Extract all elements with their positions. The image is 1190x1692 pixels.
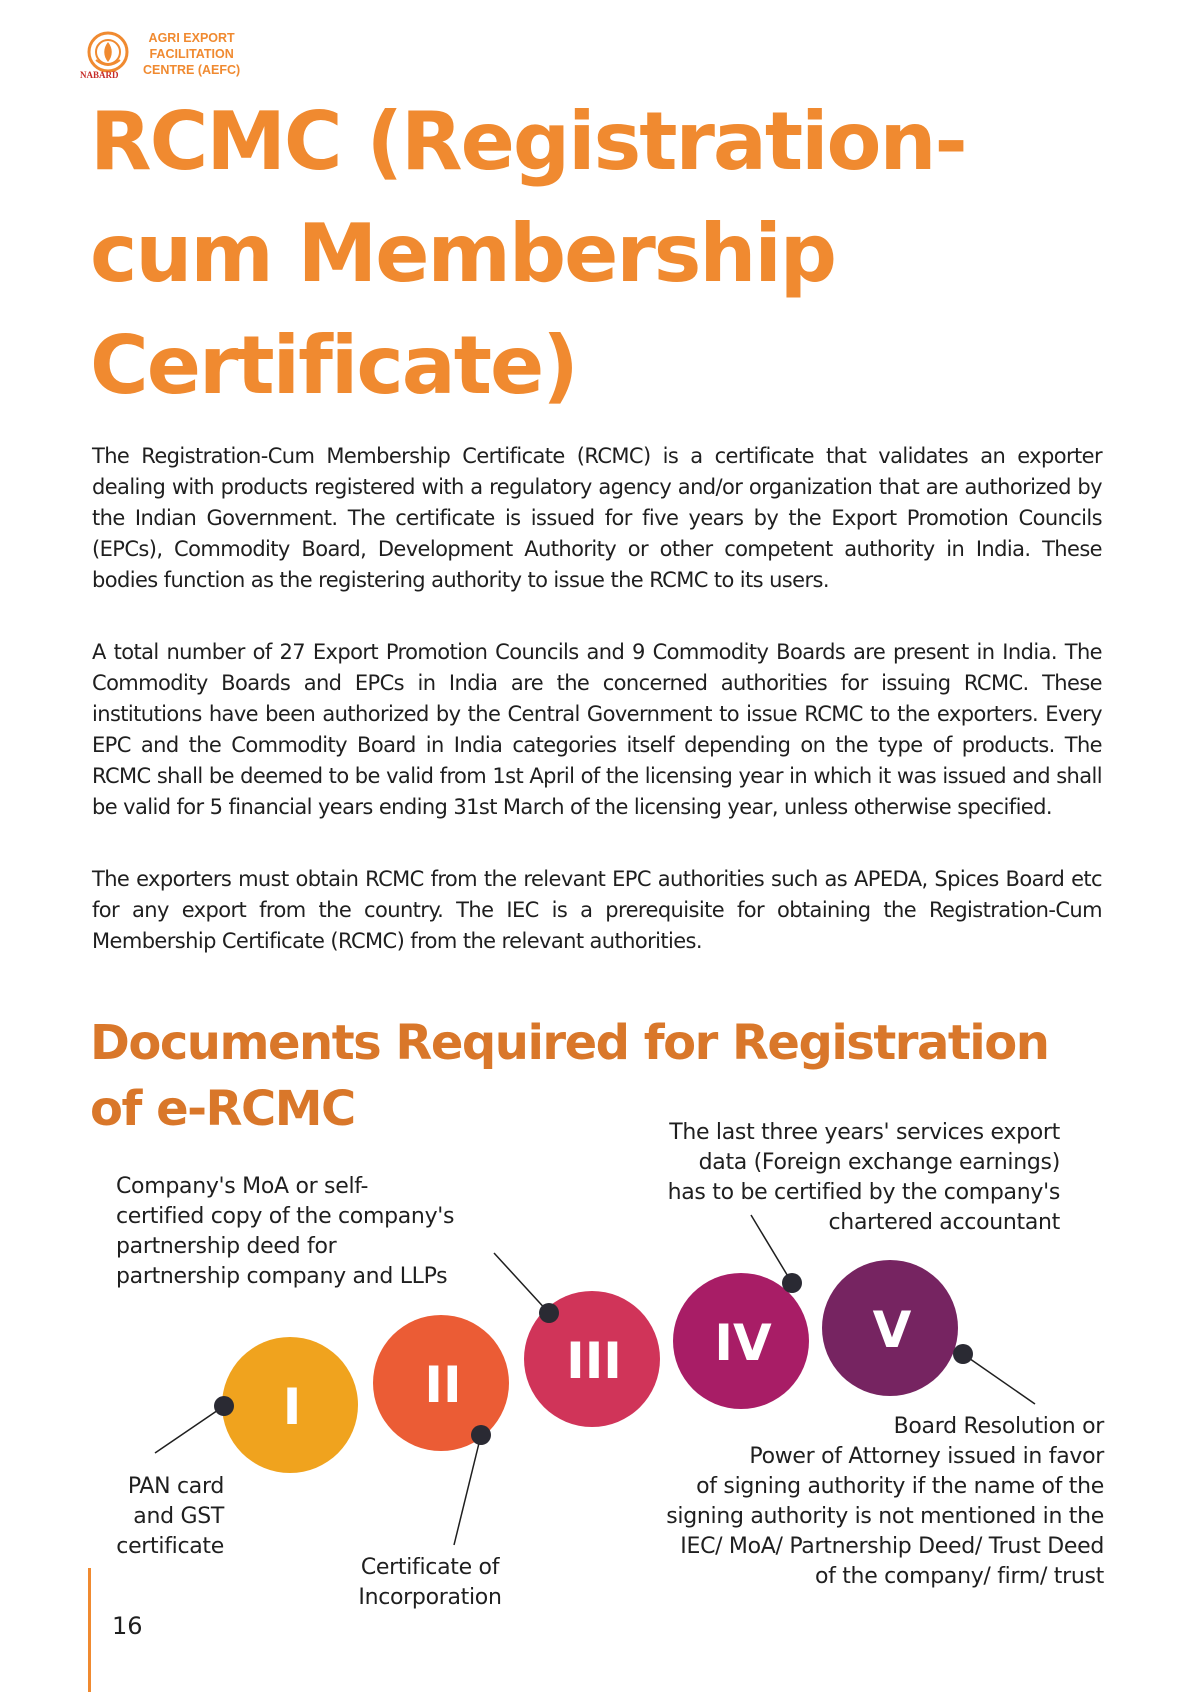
logo-caption: NABARD	[80, 70, 119, 80]
page-title-line: cum Membership	[90, 207, 836, 300]
section-title-line: Documents Required for Registration	[90, 1015, 1049, 1071]
exporters-paragraph: The exporters must obtain RCMC from the relevant EPC authorities such as APEDA, Spices Board etc for any export from the country. The IEC is a prerequisite for obtaining the Registration-Cum Membership Certificate (RCMC) from the relevant authorities.	[92, 867, 1102, 953]
step-label-line: of signing authority if the name of the	[696, 1474, 1104, 1499]
intro-paragraph: The Registration-Cum Membership Certificate (RCMC) is a certificate that validates an exporter dealing with products registered with a regulatory agency and/or organization that are authorized by the Indian Government. The certificate is issued for five years by the Export Promotion Councils (EPCs), Commodity Board, Development Authority or other competent authority in India. These bodies function as the registering authority to issue the RCMC to its users.	[92, 444, 1102, 592]
org-name-line: AGRI EXPORT	[148, 31, 235, 45]
footer-accent-bar	[88, 1568, 91, 1692]
step-label-3	[116, 1172, 454, 1292]
step-label-4	[668, 1118, 1060, 1238]
connector-line-1	[155, 1406, 224, 1453]
step-numeral-5: V	[872, 1301, 912, 1359]
step-label-line: signing authority is not mentioned in the	[666, 1504, 1104, 1529]
step-label-line: The last three years' services export	[669, 1120, 1060, 1145]
step-label-line: Company's MoA or self-	[116, 1174, 369, 1199]
step-label-line: partnership company and LLPs	[116, 1264, 448, 1289]
section-title-line: of e-RCMC	[90, 1081, 355, 1137]
step-label-line: Incorporation	[358, 1585, 502, 1610]
page-number: 16	[112, 1612, 143, 1640]
step-label-line: of the company/ firm/ trust	[814, 1564, 1104, 1589]
step-numeral-4: IV	[714, 1314, 772, 1372]
step-label-line: Board Resolution or	[893, 1414, 1104, 1439]
step-label-line: Certificate of	[360, 1555, 500, 1580]
step-label-line: partnership deed for	[116, 1234, 337, 1259]
step-label-line: IEC/ MoA/ Partnership Deed/ Trust Deed	[680, 1534, 1104, 1559]
step-label-line: chartered accountant	[828, 1210, 1060, 1235]
step-label-line: certificate	[116, 1534, 224, 1559]
epc-paragraph: A total number of 27 Export Promotion Councils and 9 Commodity Boards are present in India. The Commodity Boards and EPCs in India are the concerned authorities for issuing RCMC. These institutions have been authorized by the Central Government to issue RCMC to the exporters. Every EPC and the Commodity Board in India categories itself depending on the type of products. The RCMC shall be deemed to be valid from 1st April of the licensing year in which it was issued and shall be valid for 5 financial years ending 31st March of the licensing year, unless otherwise specified.	[92, 640, 1102, 819]
step-label-2	[348, 1553, 512, 1613]
step-label-1	[116, 1472, 224, 1562]
step-label-line: has to be certified by the company's	[667, 1180, 1060, 1205]
org-name-line: FACILITATION	[149, 47, 234, 61]
step-label-line: certified copy of the company's	[116, 1204, 455, 1229]
org-name-line: CENTRE (AEFC)	[143, 63, 241, 77]
step-numeral-2: II	[424, 1356, 462, 1414]
step-numeral-1: I	[282, 1378, 302, 1436]
page-title-line: Certificate)	[90, 319, 577, 412]
connector-line-5	[963, 1354, 1035, 1404]
step-label-line: data (Foreign exchange earnings)	[698, 1150, 1060, 1175]
step-label-line: Power of Attorney issued in favor	[749, 1444, 1104, 1469]
page-title-line: RCMC (Registration-	[90, 95, 966, 188]
step-label-line: PAN card	[127, 1474, 224, 1499]
step-numeral-3: III	[566, 1332, 622, 1390]
step-label-line: and GST	[133, 1504, 224, 1529]
step-label-5	[666, 1412, 1104, 1592]
